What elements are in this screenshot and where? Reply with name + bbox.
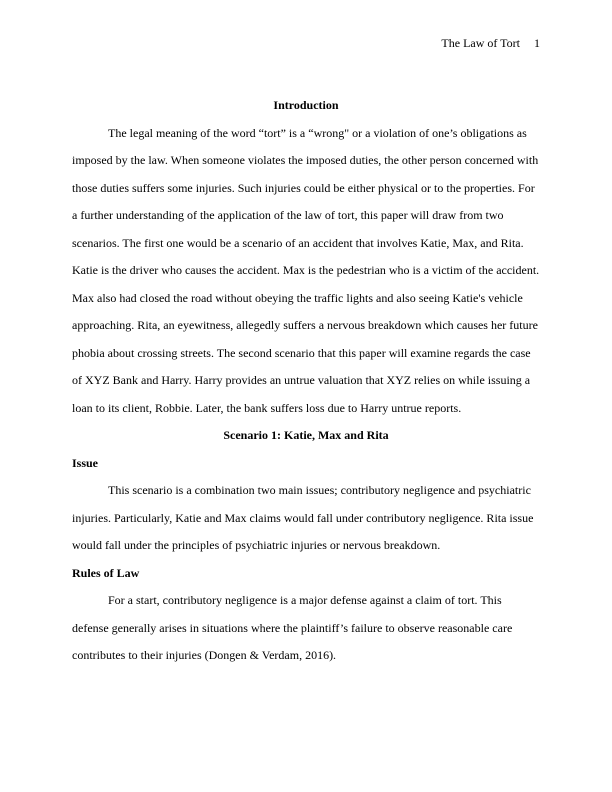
scenario-1-heading: Scenario 1: Katie, Max and Rita — [223, 428, 389, 442]
page-number: 1 — [534, 36, 540, 50]
issue-heading: Issue — [72, 455, 99, 470]
document-body — [72, 92, 540, 670]
issue-paragraph: This scenario is a combination two main issues; contributory negligence and psychiatric injuries. Particularly, Katie and Max claims would fall under contributory negligence. Rita issue would fall under the principles of psychiatric injuries or nervous breakdown. — [72, 483, 534, 552]
rules-of-law-paragraph: For a start, contributory negligence is a major defense against a claim of tort. This defense generally arises in situations where the plaintiff’s failure to observe reasonable care contributes to their injuries (Dongen & Verdam, 2016). — [72, 593, 513, 662]
introduction-heading: Introduction — [273, 98, 339, 112]
running-head — [441, 36, 540, 50]
introduction-paragraph: The legal meaning of the word “tort” is a “wrong" or a violation of one’s obligations as imposed by the law. When someone violates the imposed duties, the other person concerned with those duties suffers some injuries. Such injuries could be either physical or to the properties. For a further understanding of the application of the law of tort, this paper will draw from two scenarios. The first one would be a scenario of an accident that involves Katie, Max, and Rita. Katie is the driver who causes the accident. Max is the pedestrian who is a victim of the accident. Max also had closed the road without obeying the traffic lights and also seeing Katie's vehicle approaching. Rita, an eyewitness, allegedly suffers a nervous breakdown which causes her future phobia about crossing streets. The second scenario that this paper will examine regards the case of XYZ Bank and Harry. Harry provides an untrue valuation that XYZ relies on while issuing a loan to its client, Robbie. Later, the bank suffers loss due to Harry untrue reports. — [72, 125, 540, 415]
running-title: The Law of Tort — [441, 36, 520, 50]
rules-of-law-heading: Rules of Law — [72, 565, 140, 580]
